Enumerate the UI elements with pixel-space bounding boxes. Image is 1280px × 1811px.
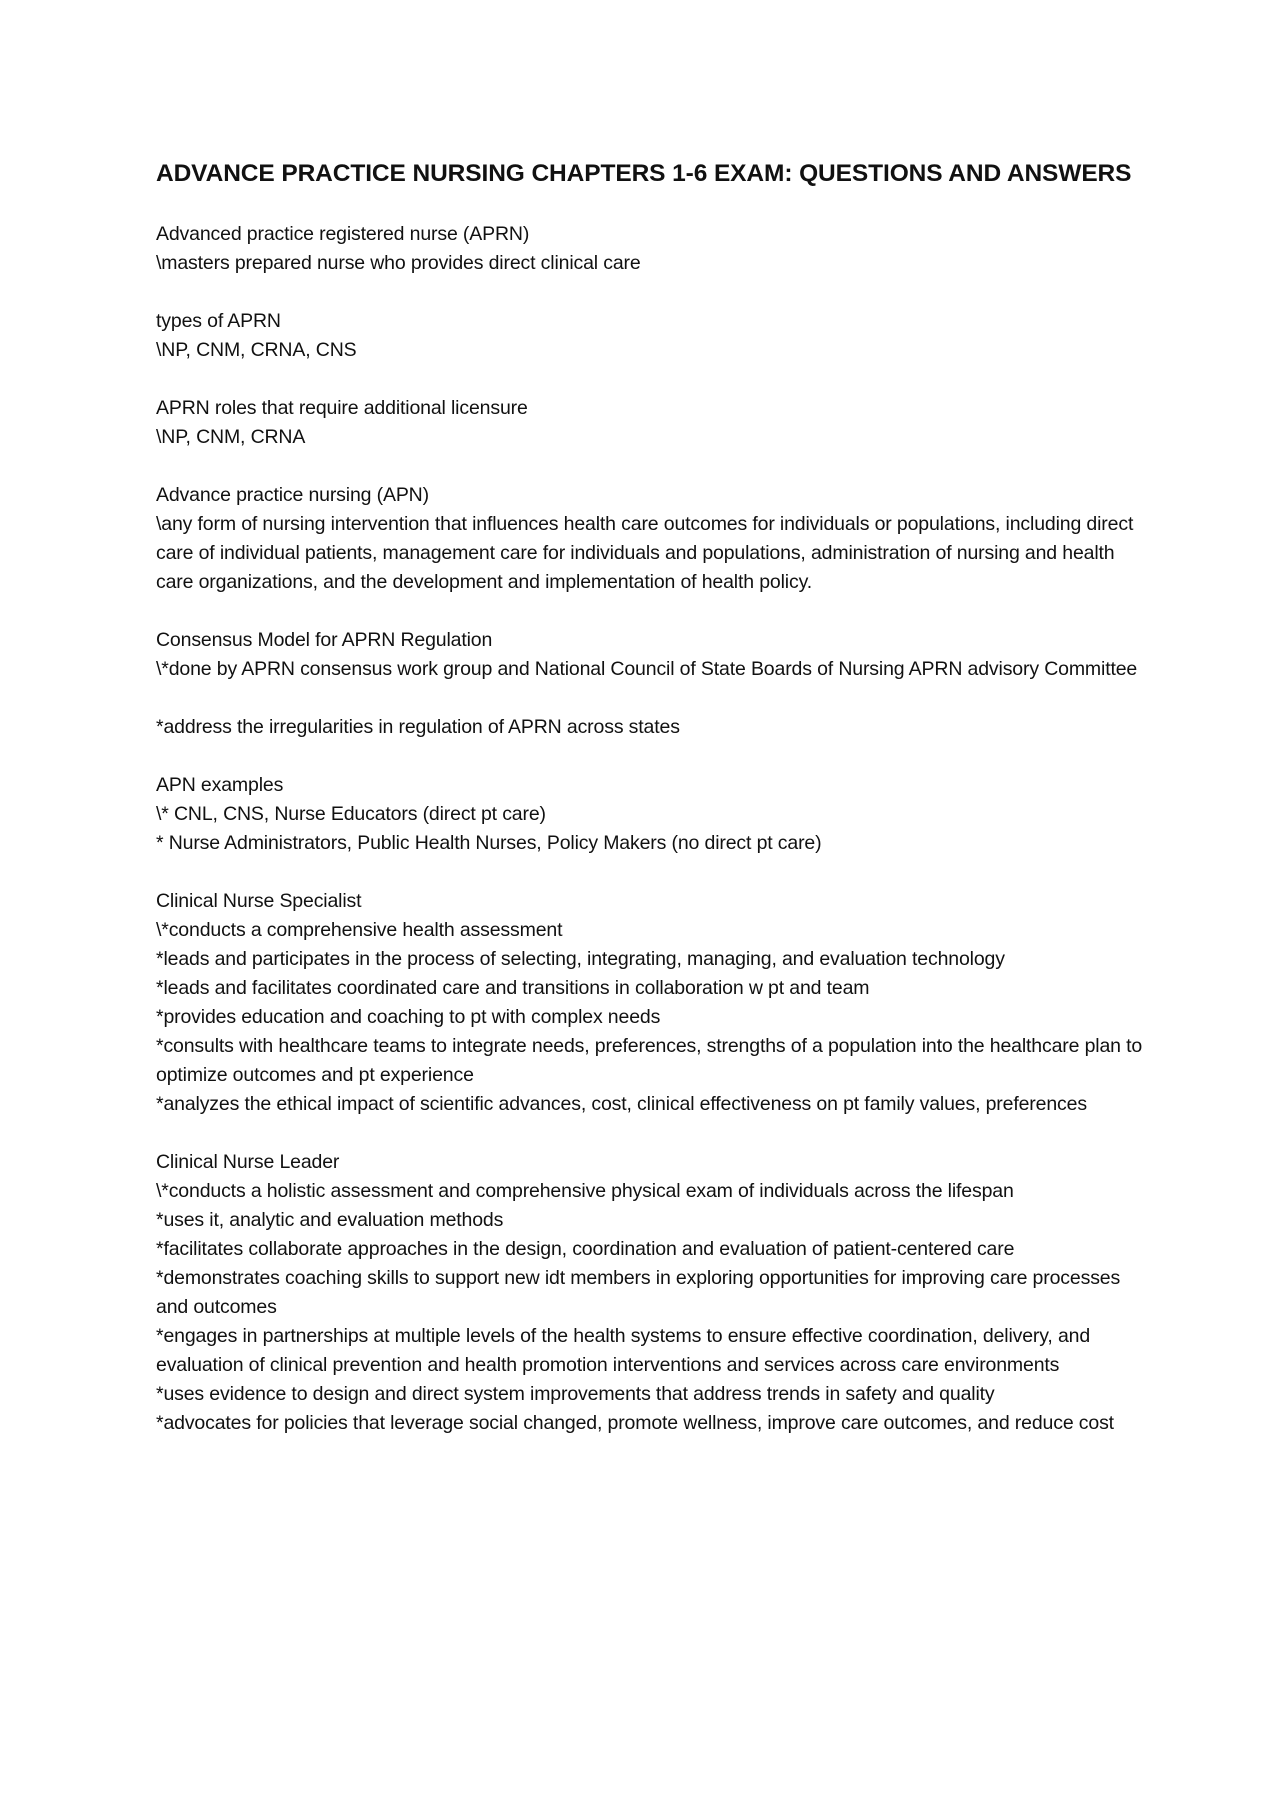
qa-answer-line: \*conducts a comprehensive health assessment: [156, 919, 563, 941]
qa-answer-line: *advocates for policies that leverage social changed, promote wellness, improve care outcomes, and reduce cost: [156, 1412, 1114, 1434]
qa-term: Advance practice nursing (APN): [156, 484, 429, 506]
qa-answer-line: *facilitates collaborate approaches in the design, coordination and evaluation of patient-centered care: [156, 1238, 1015, 1260]
qa-answer-line: *uses evidence to design and direct system improvements that address trends in safety and quality: [156, 1383, 995, 1405]
qa-answer-line: *engages in partnerships at multiple levels of the health systems to ensure effective coordination, delivery, and evaluation of clinical prevention and health promotion interventions and services across care environments: [156, 1325, 1096, 1376]
qa-answer-line: *demonstrates coaching skills to support new idt members in exploring opportunities for improving care processes and outcomes: [156, 1267, 1126, 1318]
qa-answer-line: \* CNL, CNS, Nurse Educators (direct pt care): [156, 803, 546, 825]
qa-answer-line: *provides education and coaching to pt with complex needs: [156, 1006, 661, 1028]
qa-answer-line: \*done by APRN consensus work group and National Council of State Boards of Nursing APRN advisory Committee: [156, 658, 1138, 680]
qa-term: types of APRN: [156, 310, 281, 332]
qa-entry: [156, 220, 1156, 278]
qa-term: APRN roles that require additional licensure: [156, 397, 528, 419]
qa-term: APN examples: [156, 774, 284, 796]
qa-answer-line: *analyzes the ethical impact of scientific advances, cost, clinical effectiveness on pt family values, preferences: [156, 1093, 1087, 1115]
qa-answer-line: \masters prepared nurse who provides direct clinical care: [156, 252, 641, 274]
qa-term: Clinical Nurse Specialist: [156, 890, 362, 912]
qa-answer-line: *leads and participates in the process of selecting, integrating, managing, and evaluation technology: [156, 948, 1005, 970]
qa-answer-spacer: [156, 684, 1156, 713]
qa-answer-line: \NP, CNM, CRNA, CNS: [156, 339, 357, 361]
document-title: ADVANCE PRACTICE NURSING CHAPTERS 1-6 EXAM: QUESTIONS AND ANSWERS: [156, 160, 1132, 187]
qa-entry: [156, 887, 1156, 1119]
qa-term: Clinical Nurse Leader: [156, 1151, 340, 1173]
qa-entry: [156, 771, 1156, 858]
qa-entry: [156, 481, 1156, 597]
qa-answer-line: *uses it, analytic and evaluation methods: [156, 1209, 504, 1231]
qa-entry: [156, 1148, 1156, 1438]
qa-entry: [156, 626, 1156, 742]
qa-term: Consensus Model for APRN Regulation: [156, 629, 493, 651]
qa-answer-line: \any form of nursing intervention that influences health care outcomes for individuals or populations, including direct care of individual patients, management care for individuals and populations, administration of nursing and health care organizations, and the development and implementation of health policy.: [156, 513, 1139, 593]
qa-entry: [156, 394, 1156, 452]
document-page: [156, 155, 1156, 1467]
qa-answer-line: * Nurse Administrators, Public Health Nurses, Policy Makers (no direct pt care): [156, 832, 822, 854]
qa-answer-line: \NP, CNM, CRNA: [156, 426, 306, 448]
qa-answer-line: *address the irregularities in regulation of APRN across states: [156, 716, 680, 738]
qa-entry-list: [156, 220, 1156, 1438]
qa-entry: [156, 307, 1156, 365]
qa-answer-line: \*conducts a holistic assessment and comprehensive physical exam of individuals across the lifespan: [156, 1180, 1014, 1202]
qa-answer-line: *leads and facilitates coordinated care and transitions in collaboration w pt and team: [156, 977, 870, 999]
qa-answer-line: *consults with healthcare teams to integrate needs, preferences, strengths of a population into the healthcare plan to optimize outcomes and pt experience: [156, 1035, 1148, 1086]
qa-term: Advanced practice registered nurse (APRN): [156, 223, 530, 245]
